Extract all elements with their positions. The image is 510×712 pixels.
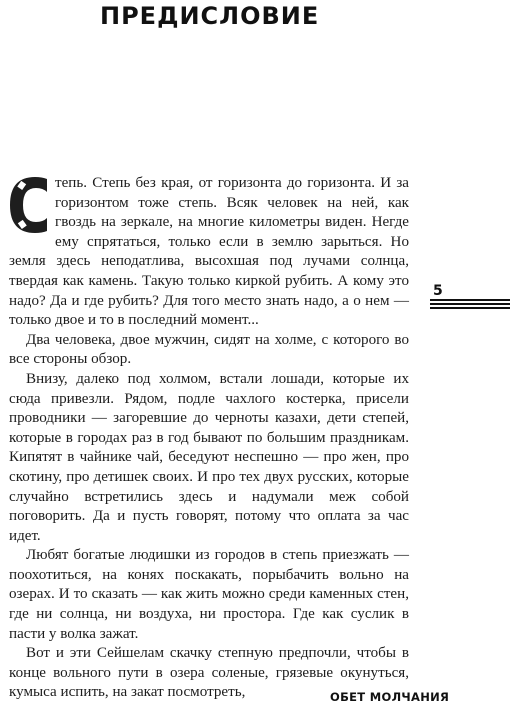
paragraph-1-text: тепь. Степь без края, от горизонта до горизонта. И за горизонтом тоже степь. Всяк человек на ней, как гвоздь на зеркале, на многие километры виден. Негде ему спрятаться, только если в землю зарыться. Но земля здесь неподатлива, высохшая под лучами солнца, твердая как камень. Такую только киркой рубить. А кому это надо? Да и где рубить? Для того место знать надо, а о нем — только двое и то в последний момент... — [9, 175, 409, 329]
running-footer: ОБЕТ МОЛЧАНИЯ — [330, 690, 450, 704]
paragraph-5: Вот и эти Сейшелам скачку степную предпочли, чтобы в конце вольного пути в озера соленые, грязевые окунуться, кумыса испить, на закат посмотреть, — [9, 645, 409, 701]
paragraph-3: Внизу, далеко под холмом, встали лошади, которые их сюда привезли. Рядом, подле чахлого костерка, присели проводники — загоревшие до черноты казахи, дети степей, которые в городах раз в год бывают по большим праздникам. Кипятят в чайнике чай, беседуют неспешно — про жен, про скотину, про детишек своих. И про тех двух русских, которые случайно встретились здесь и надумали меж собой поговорить. Да и пусть говорят, потому что оплата за час идет. — [9, 370, 409, 544]
paragraph-2: Два человека, двое мужчин, сидят на холме, с которого во все стороны обзор. — [9, 331, 409, 368]
chapter-title: ПРЕДИСЛОВИЕ — [100, 2, 320, 30]
marker-rule-1 — [430, 299, 510, 301]
paragraph-1 — [9, 174, 409, 331]
paragraph-4: Любят богатые людишки из городов в степь приезжать — поохотиться, на конях поскакать, порыбачить вольно на озерах. И то сказать — как жить можно среди каменных стен, где ни солнца, ни воздуха, ни простора. Где как суслик в пасти у волка зажат. — [9, 547, 409, 642]
body-text — [9, 174, 409, 703]
page-number: 5 — [433, 283, 443, 299]
marker-rule-3 — [430, 307, 510, 309]
marker-rule-2 — [430, 303, 510, 305]
drop-cap-letter — [9, 177, 49, 233]
